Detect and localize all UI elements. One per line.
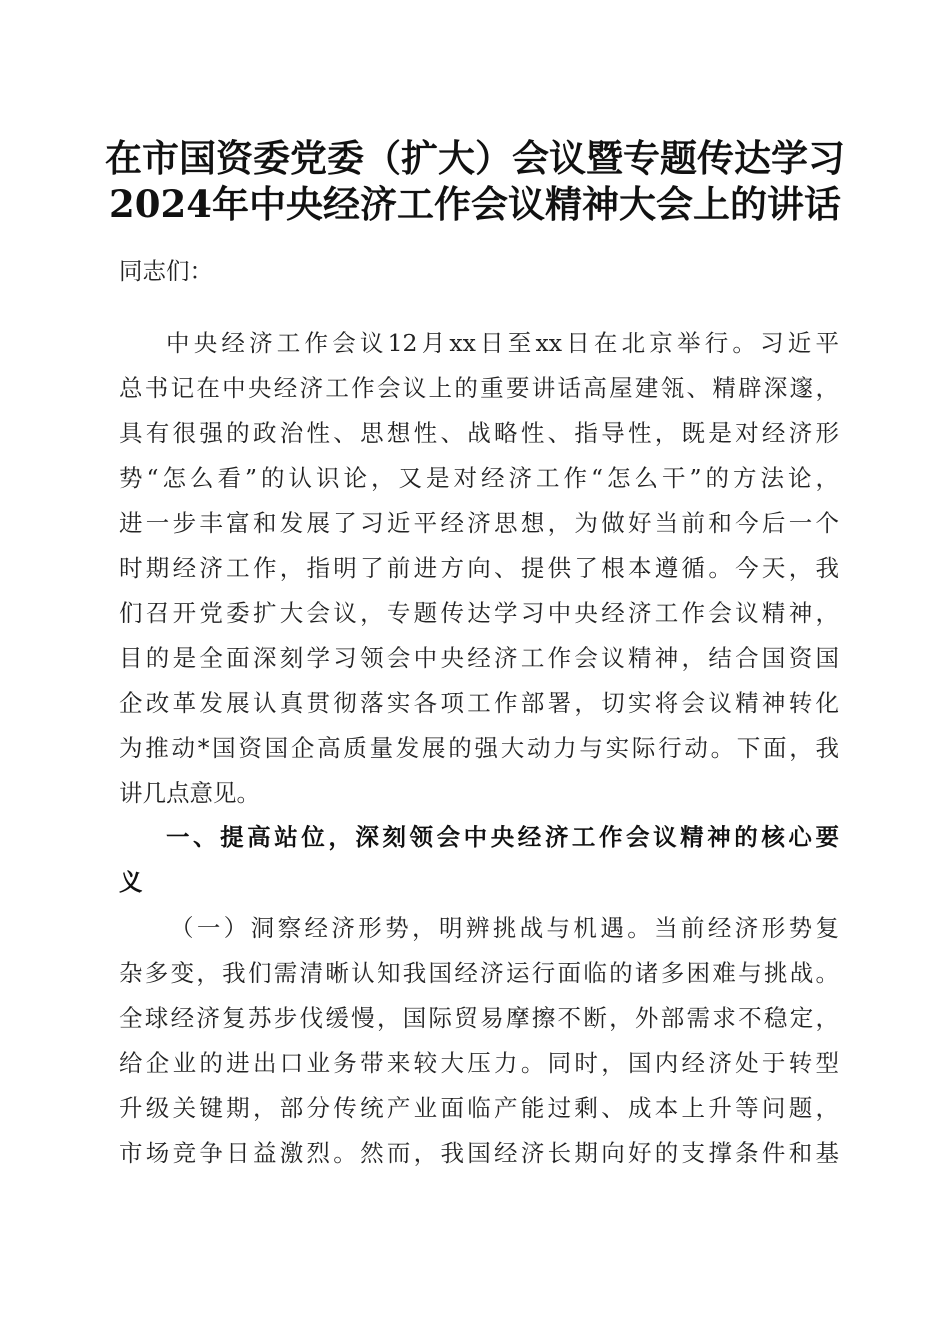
paragraph-2-line: 给企业的进出口业务带来较大压力。同时，国内经济处于转型 [119,1049,839,1077]
paragraph-1-line: 总书记在中央经济工作会议上的重要讲话高屋建瓴、精辟深邃， [119,374,839,402]
paragraph-1-line: 势“怎么看”的认识论，又是对经济工作“怎么干”的方法论， [119,464,839,492]
paragraph-1-line: 进一步丰富和发展了习近平经济思想，为做好当前和今后一个 [119,509,839,537]
paragraph-2-line: （一）洞察经济形势，明辨挑战与机遇。当前经济形势复 [170,914,839,942]
paragraph-1-line: 具有很强的政治性、思想性、战略性、指导性，既是对经济形 [119,419,839,447]
paragraph-1-line: 企改革发展认真贯彻落实各项工作部署，切实将会议精神转化 [119,689,839,717]
paragraph-2-line: 全球经济复苏步伐缓慢，国际贸易摩擦不断，外部需求不稳定， [119,1004,839,1032]
document-title-line-1: 在市国资委党委（扩大）会议暨专题传达学习 [105,136,845,180]
paragraph-1-line: 们召开党委扩大会议，专题传达学习中央经济工作会议精神， [119,599,839,627]
paragraph-1-line: 中央经济工作会议12月xx日至xx日在北京举行。习近平 [166,329,839,357]
paragraph-2-line: 升级关键期，部分传统产业面临产能过剩、成本上升等问题， [119,1094,839,1122]
section-heading-1-continued: 义 [119,868,143,896]
paragraph-1-line: 时期经济工作，指明了前进方向、提供了根本遵循。今天，我 [119,554,839,582]
paragraph-2-line: 市场竞争日益激烈。然而，我国经济长期向好的支撑条件和基 [119,1139,839,1167]
paragraph-1-line: 讲几点意见。 [119,779,260,807]
section-heading-1: 一、提高站位，深刻领会中央经济工作会议精神的核心要 [166,823,839,851]
paragraph-1-line: 为推动*国资国企高质量发展的强大动力与实际行动。下面，我 [119,734,839,762]
salutation: 同志们： [119,257,213,285]
paragraph-2-line: 杂多变，我们需清晰认知我国经济运行面临的诸多困难与挑战。 [119,959,839,987]
paragraph-1-line: 目的是全面深刻学习领会中央经济工作会议精神，结合国资国 [119,644,839,672]
document-title-line-2: 2024年中央经济工作会议精神大会上的讲话 [109,182,841,226]
